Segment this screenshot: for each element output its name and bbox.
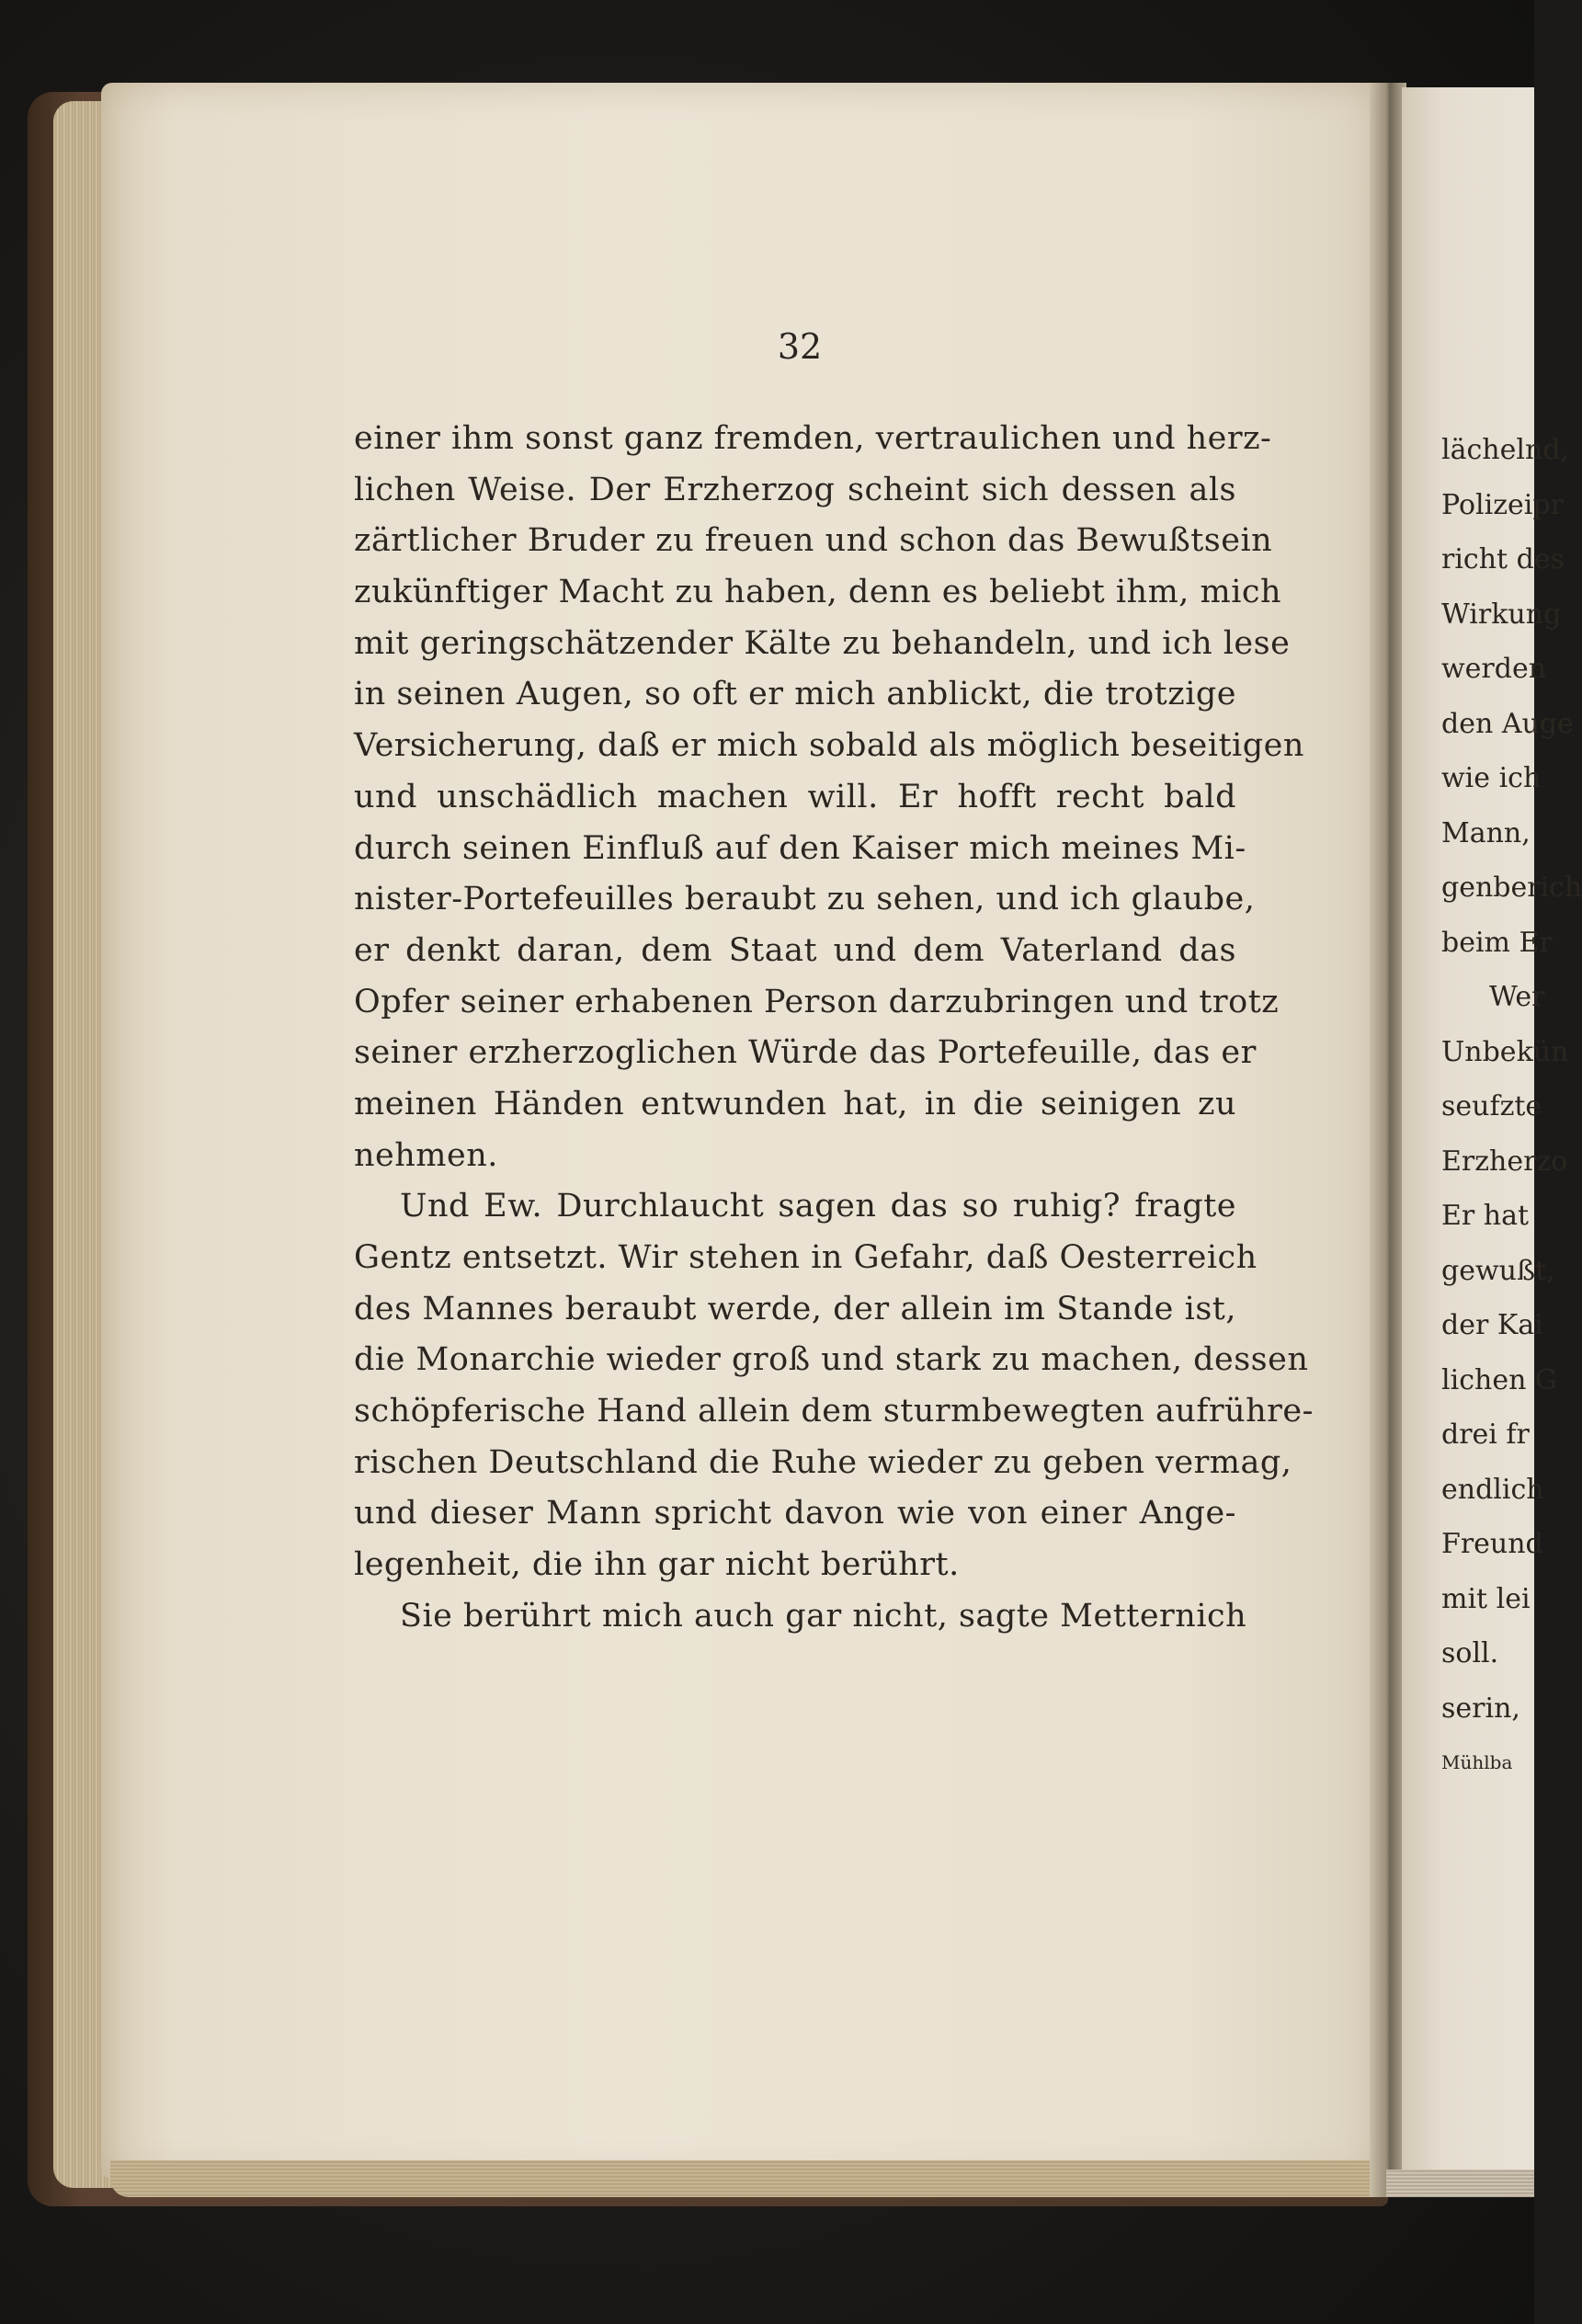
right-text-line: Er hat [1441, 1200, 1530, 1232]
text-line: einer ihm sonst ganz fremden, vertraulichen und herz- [354, 420, 1272, 457]
right-text-line: lächelnd, [1441, 434, 1570, 466]
right-text-line: drei fr [1441, 1418, 1530, 1451]
right-text-line: beim Er [1441, 926, 1553, 959]
text-line: schöpferische Hand allein dem sturmbewegten aufrühre- [354, 1393, 1314, 1430]
right-text-line: seufzte [1441, 1090, 1542, 1122]
right-text-line: Wirkung [1441, 598, 1562, 631]
right-text-line: Polizeipr [1441, 488, 1564, 521]
text-line: zukünftiger Macht zu haben, denn es beliebt ihm, mich [354, 574, 1282, 611]
text-line: seiner erzherzoglichen Würde das Portefeuille, das er [354, 1034, 1257, 1072]
right-text-line: richt des [1441, 543, 1565, 575]
text-line: legenheit, die ihn gar nicht berührt. [354, 1546, 960, 1584]
right-text-line: Wer [1489, 981, 1545, 1013]
right-text-line: werden [1441, 653, 1547, 685]
right-text-line: serin, [1441, 1692, 1520, 1725]
right-text-line: den Auge [1441, 707, 1574, 740]
text-line: Gentz entsetzt. Wir stehen in Gefahr, daß Oesterreich [354, 1239, 1258, 1276]
right-text-line: endlich [1441, 1473, 1544, 1506]
page-bottom-edge [110, 2160, 1379, 2197]
text-line: Versicherung, daß er mich sobald als möglich beseitigen [354, 727, 1304, 765]
text-line: mit geringschätzender Kälte zu behandeln, und ich lese [354, 624, 1291, 662]
book-gutter [1370, 83, 1406, 2197]
text-line: des Mannes beraubt werde, der allein im Stande ist, [354, 1290, 1236, 1327]
right-text-line: Erzherzo [1441, 1145, 1568, 1178]
text-line: die Monarchie wieder groß und stark zu machen, dessen [354, 1341, 1309, 1379]
text-line: er denkt daran, dem Staat und dem Vaterland das [354, 931, 1236, 969]
right-text-line: genberich [1441, 872, 1582, 904]
text-line: nehmen. [354, 1136, 498, 1174]
text-line: zärtlicher Bruder zu freuen und schon das Bewußtsein [354, 522, 1273, 560]
text-line: nister-Portefeuilles beraubt zu sehen, und ich glaube, [354, 881, 1256, 918]
right-text-line: soll. [1441, 1637, 1499, 1669]
text-line: durch seinen Einfluß auf den Kaiser mich meines Mi- [354, 829, 1246, 867]
right-page-stack-edge [1386, 2170, 1534, 2197]
text-line: rischen Deutschland die Ruhe wieder zu geben vermag, [354, 1443, 1292, 1481]
text-line: in seinen Augen, so oft er mich anblickt, die trotzige [354, 676, 1236, 713]
text-line: und unschädlich machen will. Er hofft recht bald [354, 778, 1236, 815]
right-text-line: Mann, [1441, 816, 1531, 849]
text-line: Und Ew. Durchlaucht sagen das so ruhig? fragte [400, 1188, 1236, 1225]
right-text-line: lichen G [1441, 1363, 1557, 1396]
right-text-line: Freund [1441, 1528, 1543, 1560]
text-line: meinen Händen entwunden hat, in die seinigen zu [354, 1085, 1236, 1122]
right-text-line: mit lei [1441, 1582, 1531, 1615]
right-text-line: der Kai [1441, 1309, 1543, 1341]
right-text-line: Unbekün [1441, 1035, 1569, 1068]
text-line: Opfer seiner erhabenen Person darzubringen und trotz [354, 983, 1280, 1020]
right-page-text [1441, 423, 1582, 1791]
main-text-block [354, 414, 1314, 1643]
text-line: und dieser Mann spricht davon wie von einer Ange- [354, 1495, 1236, 1532]
text-line: Sie berührt mich auch gar nicht, sagte Metternich [400, 1597, 1247, 1635]
right-text-line: Mühlba [1441, 1751, 1513, 1773]
page-number: 32 [777, 326, 823, 367]
right-text-line: wie ich [1441, 762, 1542, 794]
right-text-line: gewußt, [1441, 1254, 1555, 1287]
text-line: lichen Weise. Der Erzherzog scheint sich dessen als [354, 471, 1236, 508]
